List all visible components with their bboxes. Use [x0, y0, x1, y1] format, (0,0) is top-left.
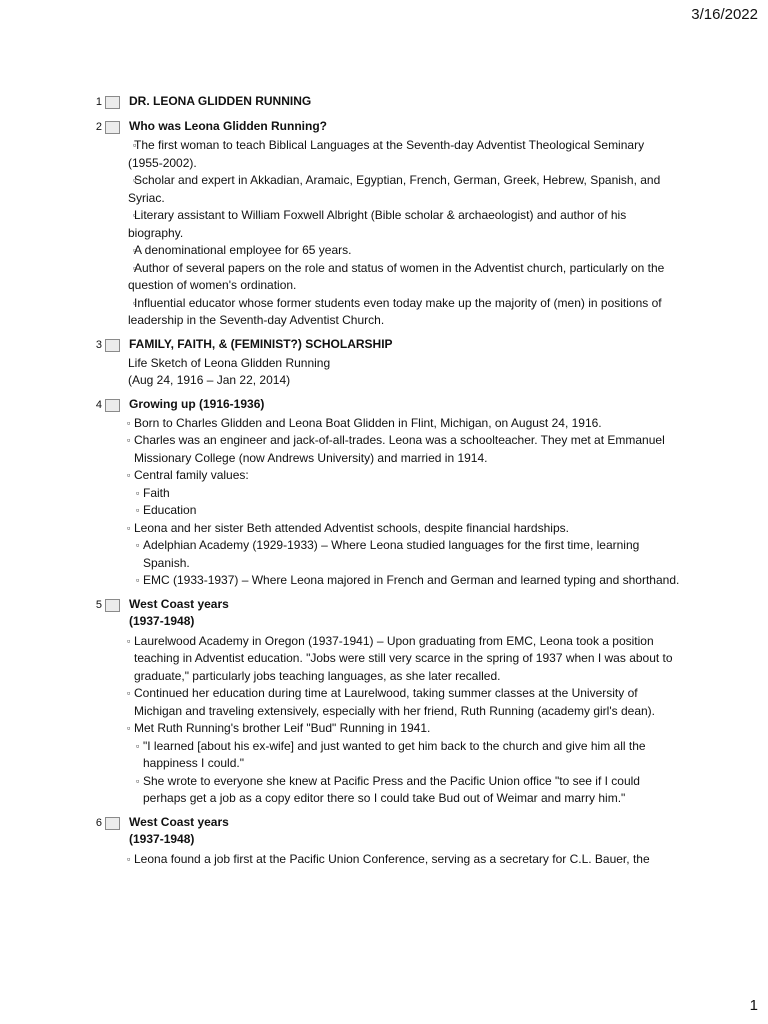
slide-title: West Coast years (1937-1948) [129, 596, 229, 628]
slide-thumbnail-icon[interactable] [105, 339, 120, 352]
bullet-item: ▫ The first woman to teach Biblical Languages at the Seventh-day Adventist Theological Seminary (1955-2002). [128, 137, 680, 172]
slide-title: Growing up (1916-1936) [129, 396, 265, 411]
slide-header [90, 396, 680, 415]
slide-thumbnail-icon[interactable] [105, 121, 120, 134]
bullet-item: ▫ Author of several papers on the role and status of women in the Adventist church, particularly on the question of women's ordination. [128, 260, 680, 295]
slide-title: DR. LEONA GLIDDEN RUNNING [129, 94, 312, 108]
page-number: 1 [749, 997, 758, 1014]
print-date: 3/16/2022 [691, 6, 758, 23]
slide-header [90, 596, 680, 630]
date-range: (Aug 24, 1916 – Jan 22, 2014) [128, 373, 291, 387]
slide-content [128, 851, 680, 869]
slide-title: Who was Leona Glidden Running? [129, 119, 327, 133]
slide-5 [90, 596, 680, 808]
bullet-item: ▫ Literary assistant to William Foxwell Albright (Bible scholar & archaeologist) and author of his biography. [128, 207, 680, 242]
bullet-item: ▫ Leona and her sister Beth attended Adventist schools, despite financial hardships. [128, 520, 680, 538]
slide-outline [90, 93, 680, 874]
slide-4 [90, 396, 680, 590]
slide-header [90, 93, 680, 112]
bullet-item: ▫ Leona found a job first at the Pacific Union Conference, serving as a secretary for C.L. Bauer, the [128, 851, 680, 869]
slide-header [90, 814, 680, 848]
slide-header [90, 336, 680, 355]
slide-number: 4 [95, 398, 102, 411]
slide-thumbnail-icon[interactable] [105, 599, 120, 612]
slide-thumbnail-icon[interactable] [105, 399, 120, 412]
slide-number: 3 [95, 338, 102, 351]
sub-bullet-item: ▫ Faith [128, 485, 680, 503]
slide-content [128, 633, 680, 808]
slide-content [128, 415, 680, 590]
slide-header [90, 118, 680, 137]
slide-thumbnail-icon[interactable] [105, 817, 120, 830]
sub-bullet-item: ▫ EMC (1933-1937) – Where Leona majored in French and German and learned typing and shorthand. [128, 572, 680, 590]
bullet-item: ▫ Charles was an engineer and jack-of-all-trades. Leona was a schoolteacher. They met at Emmanuel Missionary College (now Andrews University) and married in 1914. [128, 432, 680, 467]
bullet-item: ▫ Influential educator whose former students even today make up the majority of (men) in positions of leadership in the Seventh-day Adventist Church. [128, 295, 680, 330]
slide-number: 1 [95, 96, 102, 108]
slide-title: FAMILY, FAITH, & (FEMINIST?) SCHOLARSHIP [129, 336, 393, 351]
sub-bullet-item: ▫ "I learned [about his ex-wife] and just wanted to get him back to the church and give him all the happiness I could." [128, 738, 680, 773]
sub-bullet-item: ▫ She wrote to everyone she knew at Pacific Press and the Pacific Union office "to see if I could perhaps get a job as a copy editor there so I could take Bud out of Weimar and marry him." [128, 773, 680, 808]
slide-number: 6 [95, 816, 102, 829]
bullet-item: ▫ Scholar and expert in Akkadian, Aramaic, Egyptian, French, German, Greek, Hebrew, Spanish, and Syriac. [128, 172, 680, 207]
slide-thumbnail-icon[interactable] [105, 96, 120, 109]
slide-content [128, 355, 680, 390]
slide-title: West Coast years (1937-1948) [129, 814, 229, 846]
bullet-item: ▫ Central family values: [128, 467, 680, 485]
slide-content [128, 137, 680, 330]
sub-bullet-item: ▫ Education [128, 502, 680, 520]
bullet-item: ▫ Born to Charles Glidden and Leona Boat Glidden in Flint, Michigan, on August 24, 1916. [128, 415, 680, 433]
slide-3 [90, 336, 680, 390]
sub-bullet-item: ▫ Adelphian Academy (1929-1933) – Where Leona studied languages for the first time, learning Spanish. [128, 537, 680, 572]
slide-1 [90, 93, 680, 112]
slide-number: 2 [95, 121, 102, 133]
slide-6 [90, 814, 680, 869]
subtitle-line: Life Sketch of Leona Glidden Running [128, 355, 331, 370]
bullet-item: ▫ Laurelwood Academy in Oregon (1937-1941) – Upon graduating from EMC, Leona took a position teaching in Adventist education. "Jobs were still very scarce in the spring of 1937 when I was about to graduate," particularly jobs teaching languages, as she later recalled. [128, 633, 680, 686]
bullet-item: ▫ Met Ruth Running's brother Leif "Bud" Running in 1941. [128, 720, 680, 738]
slide-number: 5 [95, 598, 102, 611]
bullet-item: ▫ Continued her education during time at Laurelwood, taking summer classes at the University of Michigan and traveling extensively, especially with her friend, Ruth Running (academy girl's dean). [128, 685, 680, 720]
bullet-item: ▫ A denominational employee for 65 years. [128, 242, 680, 260]
slide-2 [90, 118, 680, 330]
